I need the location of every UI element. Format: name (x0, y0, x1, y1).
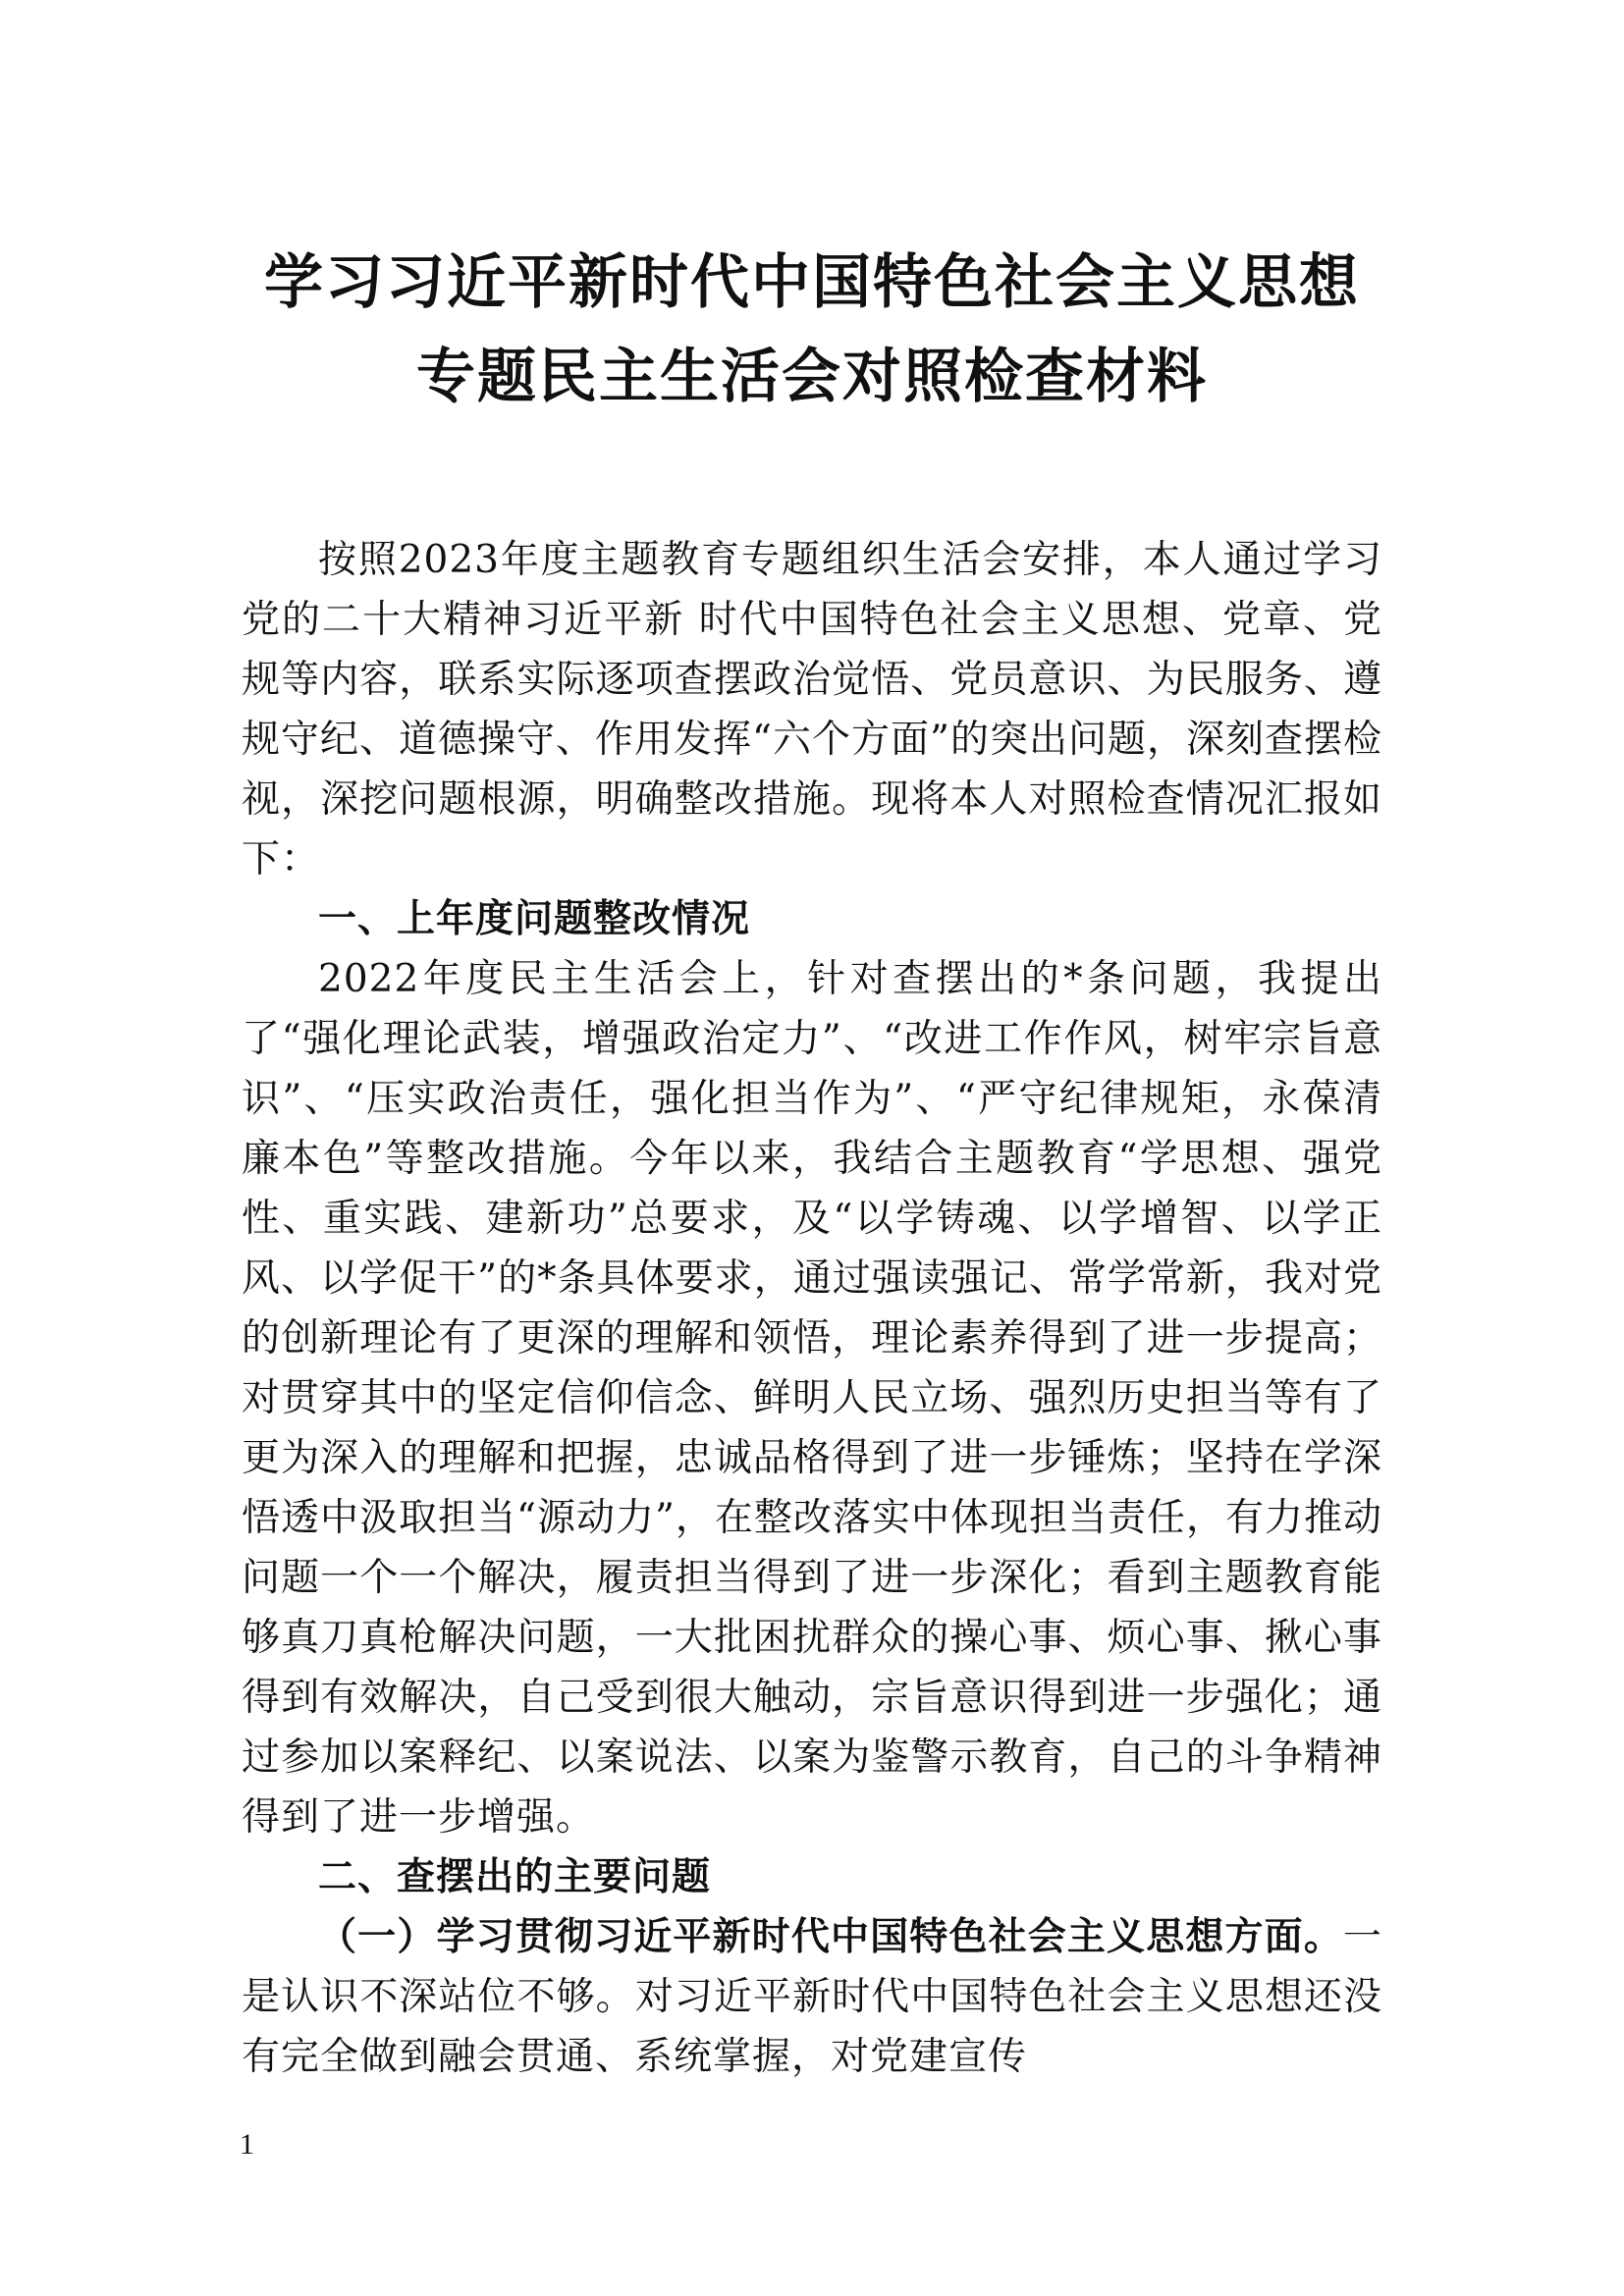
section-2-paragraph-text: 一是认识不深站位不够。对习近平新时代中国特色社会主义思想还没有完全做到融会贯通、系统掌握，对党建宣传 (242, 1915, 1382, 2079)
intro-paragraph: 按照2023年度主题教育专题组织生活会安排，本人通过学习党的二十大精神习近平新 时代中国特色社会主义思想、党章、党规等内容，联系实际逐项查摆政治觉悟、党员意识、为民服务、遵规守纪、道德操守、作用发挥“六个方面”的突出问题，深刻查摆检视，深挖问题根源，明确整改措施。现将本人对照检查情况汇报如下： (242, 538, 1382, 881)
section-1-paragraph: 2022年度民主生活会上，针对查摆出的*条问题，我提出了“强化理论武装，增强政治定力”、“改进工作作风，树牢宗旨意识”、“压实政治责任，强化担当作为”、“严守纪律规矩，永葆清廉本色”等整改措施。今年以来，我结合主题教育“学思想、强党性、重实践、建新功”总要求，及“以学铸魂、以学增智、以学正风、以学促干”的*条具体要求，通过强读强记、常学常新，我对党的创新理论有了更深的理解和领悟，理论素养得到了进一步提高；对贯穿其中的坚定信仰信念、鲜明人民立场、强烈历史担当等有了更为深入的理解和把握，忠诚品格得到了进一步锤炼；坚持在学深悟透中汲取担当“源动力”，在整改落实中体现担当责任，有力推动问题一个一个解决，履责担当得到了进一步深化；看到主题教育能够真刀真枪解决问题，一大批困扰群众的操心事、烦心事、揪心事得到有效解决，自己受到很大触动，宗旨意识得到进一步强化；通过参加以案释纪、以案说法、以案为鉴警示教育，自己的斗争精神得到了进一步增强。 (242, 957, 1382, 1840)
section-2-heading: 二、查摆出的主要问题 (318, 1855, 712, 1899)
document-title-line-2: 专题民主生活会对照检查材料 (416, 343, 1208, 411)
page-number: 1 (240, 2128, 254, 2161)
section-1-heading: 一、上年度问题整改情况 (318, 897, 751, 941)
section-2-sub-heading: （一）学习贯彻习近平新时代中国特色社会主义思想方面。 (318, 1914, 1343, 1959)
document-body (242, 530, 1382, 2087)
section-2-paragraph (242, 1907, 1382, 2087)
document-title-line-1: 学习习近平新时代中国特色社会主义思想 (264, 248, 1360, 317)
